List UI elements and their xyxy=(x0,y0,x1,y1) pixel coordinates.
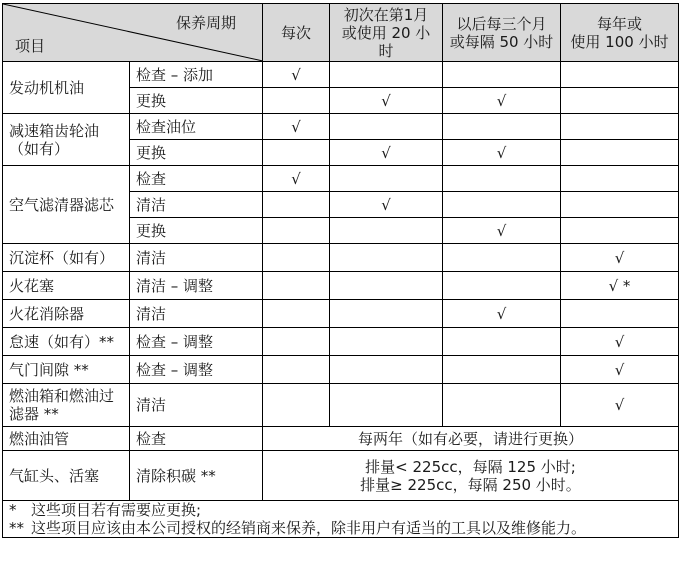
check-mark: √ xyxy=(561,356,679,384)
header-col-each-time: 每次 xyxy=(263,4,330,62)
table-row xyxy=(3,451,679,501)
table-row xyxy=(3,427,679,451)
operation-cell: 检查油位 xyxy=(130,114,263,140)
header-row xyxy=(3,4,679,62)
header-item-label: 项目 xyxy=(15,37,46,55)
interval-note-displacement xyxy=(263,451,679,501)
footnote-text: 这些项目若有需要应更换; xyxy=(31,501,202,519)
check-mark-with-note: √ * xyxy=(561,272,679,300)
notes-row xyxy=(3,501,679,538)
check-mark: √ xyxy=(263,166,330,192)
check-mark: √ xyxy=(443,88,561,114)
interval-line-small: 排量< 225cc，每隔 125 小时; xyxy=(365,457,576,476)
table-row xyxy=(3,384,679,427)
operation-cell: 清洁 xyxy=(130,244,263,272)
header-corner-cell xyxy=(3,4,263,62)
footnote-symbol: ** xyxy=(9,519,24,537)
operation-cell: 清除积碳 ** xyxy=(130,451,263,501)
table-row xyxy=(3,244,679,272)
item-valve-clearance: 气门间隙 ** xyxy=(3,356,130,384)
check-mark: √ xyxy=(330,88,443,114)
header-col-yearly: 每年或 使用 100 小时 xyxy=(561,4,679,62)
check-mark: √ xyxy=(263,114,330,140)
check-mark: √ xyxy=(263,62,330,88)
table-row xyxy=(3,272,679,300)
table-row xyxy=(3,166,679,192)
operation-cell: 检查 – 添加 xyxy=(130,62,263,88)
header-cycle-label: 保养周期 xyxy=(175,14,236,32)
operation-cell: 更换 xyxy=(130,88,263,114)
footnotes xyxy=(3,501,679,538)
footnote-single-asterisk xyxy=(9,501,672,519)
check-mark: √ xyxy=(443,140,561,166)
operation-cell: 更换 xyxy=(130,218,263,244)
header-col-every-three-months: 以后每三个月 或每隔 50 小时 xyxy=(443,4,561,62)
table-row xyxy=(3,300,679,328)
operation-cell: 清洁 – 调整 xyxy=(130,272,263,300)
check-mark: √ xyxy=(443,218,561,244)
item-gear-oil: 减速箱齿轮油（如有） xyxy=(3,114,130,166)
item-fuel-tank-filter: 燃油箱和燃油过滤器 ** xyxy=(3,384,130,427)
item-air-filter: 空气滤清器滤芯 xyxy=(3,166,130,244)
operation-cell: 清洁 xyxy=(130,192,263,218)
item-cylinder-head: 气缸头、活塞 xyxy=(3,451,130,501)
item-fuel-tube: 燃油油管 xyxy=(3,427,130,451)
table-row xyxy=(3,356,679,384)
interval-line-large: 排量≥ 225cc，每隔 250 小时。 xyxy=(360,475,581,494)
footnote-double-asterisk xyxy=(9,519,672,537)
item-spark-plug: 火花塞 xyxy=(3,272,130,300)
operation-cell: 检查 xyxy=(130,427,263,451)
footnote-text: 这些项目应该由本公司授权的经销商来保养，除非用户有适当的工具以及维修能力。 xyxy=(31,519,587,537)
operation-cell: 清洁 xyxy=(130,384,263,427)
table-row xyxy=(3,62,679,88)
check-mark: √ xyxy=(561,384,679,427)
footnote-symbol: * xyxy=(9,501,17,519)
operation-cell: 检查 – 调整 xyxy=(130,356,263,384)
item-engine-oil: 发动机机油 xyxy=(3,62,130,114)
check-mark: √ xyxy=(561,328,679,356)
operation-cell: 更换 xyxy=(130,140,263,166)
item-sediment-cup: 沉淀杯（如有） xyxy=(3,244,130,272)
header-col-first-month: 初次在第1月 或使用 20 小时 xyxy=(330,4,443,62)
operation-cell: 清洁 xyxy=(130,300,263,328)
item-idle-speed: 怠速（如有）** xyxy=(3,328,130,356)
table-row xyxy=(3,114,679,140)
table-row xyxy=(3,328,679,356)
check-mark: √ xyxy=(443,300,561,328)
operation-cell: 检查 – 调整 xyxy=(130,328,263,356)
maintenance-schedule-table xyxy=(2,3,679,538)
interval-note: 每两年（如有必要，请进行更换） xyxy=(263,427,679,451)
check-mark: √ xyxy=(330,192,443,218)
item-spark-arrester: 火花消除器 xyxy=(3,300,130,328)
check-mark: √ xyxy=(330,140,443,166)
check-mark: √ xyxy=(561,244,679,272)
operation-cell: 检查 xyxy=(130,166,263,192)
